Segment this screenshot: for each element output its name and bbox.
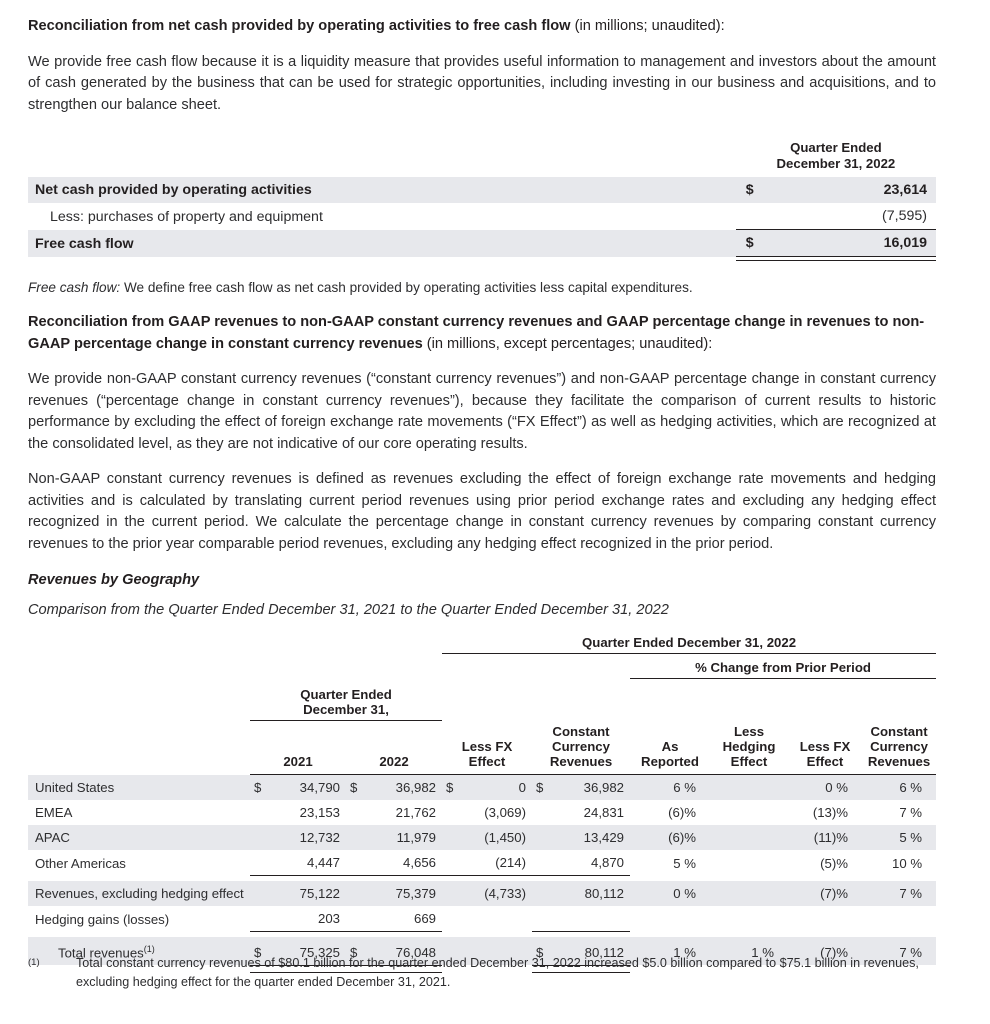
geo-ccr-apac: 13,429 bbox=[583, 830, 624, 845]
geo-less-hedging-total-revenues: 1 % bbox=[751, 945, 774, 961]
geo-cur2021-total-revenues: $ bbox=[254, 944, 262, 960]
geo-v2021-revenues-excluding-hedging: 75,122 bbox=[299, 886, 340, 901]
geo-as-reported-emea: (6)% bbox=[668, 805, 696, 820]
geo-label-total-revenues-text: Total revenues bbox=[58, 945, 144, 961]
row-label-net-cash: Net cash provided by operating activities bbox=[35, 182, 312, 198]
footnote-block bbox=[28, 954, 936, 991]
col-header-as-reported-line1: As bbox=[661, 739, 679, 754]
geo-pct-less-fx-hedging-gains-losses bbox=[788, 906, 862, 932]
geo-fx-revenues-excluding-hedging: (4,733) bbox=[484, 886, 526, 901]
spacer bbox=[28, 116, 936, 140]
geo-pct-ccr-apac: 5 % bbox=[899, 830, 923, 845]
geo-label-emea: EMEA bbox=[35, 805, 73, 820]
geo-v2022-other-americas: 4,656 bbox=[402, 855, 436, 870]
geo-pct-ccr-hedging-gains-losses bbox=[862, 906, 936, 932]
geo-curccr-total-revenues: $ bbox=[536, 944, 544, 960]
footnote-marker: (1) bbox=[143, 944, 155, 954]
geo-ccr-other-americas: 4,870 bbox=[590, 855, 624, 870]
geo-curfx-other-americas bbox=[442, 850, 460, 876]
geo-pct-less-fx-apac: (11)% bbox=[813, 830, 848, 845]
geo-pct-ccr-other-americas: 10 % bbox=[891, 855, 923, 871]
geo-as-reported-apac: (6)% bbox=[668, 830, 696, 845]
table-row bbox=[28, 850, 936, 876]
free-cash-flow-definition bbox=[28, 280, 936, 295]
geo-as-reported-other-americas: 5 % bbox=[673, 855, 696, 871]
geo-pct-ccr-united-states: 6 % bbox=[899, 780, 923, 795]
col-header-2022: 2022 bbox=[346, 720, 442, 775]
qe-header-line2: December 31, bbox=[303, 701, 389, 717]
table2-column-header-row bbox=[28, 720, 936, 775]
row-value-net-cash: 23,614 bbox=[883, 182, 927, 198]
col-header-less-fx-effect-line2: Effect bbox=[468, 754, 506, 769]
geo-cur2021-united-states: $ bbox=[254, 780, 262, 795]
section2-paragraph-1: We provide non-GAAP constant currency revenues (“constant currency revenues”) and non-GAAP percentage change in constant currency revenues (“percentage change in constant currency revenues”), because they facilitate the comparison of current results to historic performance by excluding the effect of foreign exchange rate movements (“FX Effect”) as well as hedging activities, which are recognized at the consolidated level, as they are not indicative of our core operating results. bbox=[28, 371, 936, 452]
section2-heading bbox=[28, 312, 936, 355]
col-header-less-hedging-line1: Less bbox=[733, 724, 765, 739]
geo-ccr-emea: 24,831 bbox=[583, 805, 624, 820]
geo-fx-apac: (1,450) bbox=[484, 830, 526, 845]
spacer bbox=[28, 261, 936, 280]
geo-cur2021-emea bbox=[250, 800, 270, 825]
spacer bbox=[28, 295, 936, 312]
free-cash-flow-table bbox=[28, 140, 936, 261]
col-header-2021: 2021 bbox=[250, 720, 346, 775]
geo-curccr-revenues-excluding-hedging bbox=[532, 881, 550, 906]
geo-v2022-united-states: 36,982 bbox=[395, 780, 436, 795]
geo-pct-less-fx-united-states: 0 % bbox=[825, 780, 848, 795]
geo-as-reported-united-states: 6 % bbox=[673, 780, 696, 795]
rule-spacer bbox=[28, 257, 736, 261]
footnote-mark: (1) bbox=[28, 957, 40, 968]
col-header-pct-ccr-line3: Revenues bbox=[867, 754, 931, 769]
table2-qe-header-row bbox=[28, 679, 936, 721]
col-header-pct-ccr-line2: Currency bbox=[870, 739, 928, 754]
revenues-by-geography-table bbox=[28, 635, 936, 973]
geo-ccr-united-states: 36,982 bbox=[583, 780, 624, 795]
geo-curfx-apac bbox=[442, 825, 460, 850]
geo-as-reported-total-revenues: 1 % bbox=[673, 945, 696, 961]
geo-curccr-other-americas bbox=[532, 850, 550, 876]
group-header-pct-change: % Change from Prior Period bbox=[630, 654, 936, 679]
geo-v2021-united-states: 34,790 bbox=[299, 780, 340, 795]
geo-fx-united-states: 0 bbox=[518, 780, 526, 795]
table-row bbox=[28, 800, 936, 825]
col-header-less-hedging-line3: Effect bbox=[730, 754, 768, 769]
geo-pct-less-fx-total-revenues: (7)% bbox=[820, 945, 848, 961]
col-header-pct-ccr-line1: Constant bbox=[870, 724, 928, 739]
geo-v2022-total-revenues: 76,048 bbox=[395, 944, 436, 960]
spacer bbox=[28, 355, 936, 369]
geo-less-hedging-apac bbox=[710, 825, 788, 850]
geo-v2021-apac: 12,732 bbox=[299, 830, 340, 845]
geo-less-hedging-other-americas bbox=[710, 850, 788, 876]
geo-curccr-united-states: $ bbox=[536, 780, 544, 795]
geo-curccr-hedging-gains-losses bbox=[532, 906, 550, 932]
geo-cur2022-apac bbox=[346, 825, 364, 850]
geo-label-hedging-gains-losses: Hedging gains (losses) bbox=[35, 911, 170, 927]
footnote-text: Total constant currency revenues of $80.1 billion for the quarter ended December 31, 2022 increased $5.0 billion compared to $75.1 billion in revenues, excluding hedging effect for the quarter ended December 31, 2021. bbox=[76, 956, 919, 989]
table1-total-double-rule bbox=[28, 257, 936, 261]
geo-pct-ccr-total-revenues: 7 % bbox=[899, 945, 923, 961]
geo-v2021-emea: 23,153 bbox=[299, 805, 340, 820]
rule-segment bbox=[774, 257, 936, 261]
geo-fx-emea: (3,069) bbox=[484, 805, 526, 820]
rule-segment bbox=[736, 257, 774, 261]
col-header-less-hedging-line2: Hedging bbox=[722, 739, 776, 754]
row-value-less-purchases: (7,595) bbox=[882, 208, 927, 224]
geo-less-hedging-emea bbox=[710, 800, 788, 825]
table1-period-header-line1: Quarter Ended bbox=[790, 140, 882, 155]
col-header-pct-less-fx-line1: Less FX bbox=[799, 739, 851, 754]
table-row bbox=[28, 230, 936, 257]
qe-header-spacer bbox=[28, 679, 250, 721]
geo-as-reported-revenues-excluding-hedging: 0 % bbox=[673, 886, 696, 901]
spacer bbox=[28, 455, 936, 469]
geo-curfx-revenues-excluding-hedging bbox=[442, 881, 460, 906]
section1-heading bbox=[28, 16, 936, 38]
table1-header-row bbox=[28, 140, 936, 177]
qe-header-line1: Quarter Ended bbox=[300, 686, 392, 702]
geo-v2021-other-americas: 4,447 bbox=[306, 855, 340, 870]
table2-pct-group-header-row bbox=[28, 654, 936, 679]
table1-period-header bbox=[736, 140, 936, 177]
geo-curccr-emea bbox=[532, 800, 550, 825]
col-header-blank bbox=[28, 720, 250, 775]
geo-fx-other-americas: (214) bbox=[495, 855, 526, 870]
col-header-ccr-line2: Currency bbox=[552, 739, 610, 754]
geo-label-united-states: United States bbox=[35, 780, 115, 795]
spacer bbox=[28, 618, 936, 635]
col-header-pct-less-fx-effect bbox=[788, 720, 862, 775]
col-header-less-hedging-effect bbox=[710, 720, 788, 775]
spacer bbox=[28, 555, 936, 572]
qe-header bbox=[250, 679, 442, 721]
geo-pct-ccr-emea: 7 % bbox=[899, 805, 923, 820]
geo-as-reported-hedging-gains-losses bbox=[630, 906, 710, 932]
geo-v2021-hedging-gains-losses: 203 bbox=[317, 911, 340, 926]
revenues-by-geography-subtitle: Comparison from the Quarter Ended December 31, 2021 to the Quarter Ended December 31, 2022 bbox=[28, 602, 669, 618]
geo-cur2021-other-americas bbox=[250, 850, 270, 876]
row-currency-less-purchases bbox=[736, 203, 774, 230]
geo-curfx-hedging-gains-losses bbox=[442, 906, 460, 932]
row-value-free-cash-flow: 16,019 bbox=[883, 235, 927, 251]
col-header-as-reported-line2: Reported bbox=[641, 754, 699, 769]
col-header-ccr-line3: Revenues bbox=[549, 754, 613, 769]
table-row bbox=[28, 906, 936, 932]
geo-pct-ccr-revenues-excluding-hedging: 7 % bbox=[899, 886, 923, 901]
geo-v2022-revenues-excluding-hedging: 75,379 bbox=[395, 886, 436, 901]
spacer bbox=[28, 38, 936, 52]
geo-v2021-total-revenues: 75,325 bbox=[299, 944, 340, 960]
row-currency-free-cash-flow: $ bbox=[745, 235, 754, 251]
section1-heading-rest: (in millions; unaudited): bbox=[570, 18, 725, 34]
row-currency-net-cash: $ bbox=[745, 182, 754, 198]
geo-pct-less-fx-revenues-excluding-hedging: (7)% bbox=[820, 886, 848, 901]
definition-term: Free cash flow: bbox=[28, 280, 121, 295]
row-label-less-purchases: Less: purchases of property and equipment bbox=[50, 208, 323, 225]
pct-group-header-spacer bbox=[28, 654, 630, 679]
geo-cur2022-other-americas bbox=[346, 850, 364, 876]
content-wrapper bbox=[28, 16, 936, 973]
geo-ccr-total-revenues: 80,112 bbox=[584, 944, 624, 960]
table2-group-header-row bbox=[28, 635, 936, 654]
row-label-free-cash-flow: Free cash flow bbox=[35, 235, 134, 252]
geo-less-hedging-revenues-excluding-hedging bbox=[710, 881, 788, 906]
table-row bbox=[28, 775, 936, 801]
geo-less-hedging-hedging-gains-losses bbox=[710, 906, 788, 932]
geo-cur2022-revenues-excluding-hedging bbox=[346, 881, 364, 906]
geo-curccr-apac bbox=[532, 825, 550, 850]
geo-cur2022-total-revenues: $ bbox=[350, 944, 358, 960]
geo-curfx-emea bbox=[442, 800, 460, 825]
section2-heading-bold: Reconciliation from GAAP revenues to non-GAAP constant currency revenues and GAAP percentage change in revenues to non-GAAP percentage change in constant currency revenues bbox=[28, 314, 925, 352]
geo-cur2021-apac bbox=[250, 825, 270, 850]
geo-fx-hedging-gains-losses bbox=[460, 906, 532, 932]
geo-label-other-americas: Other Americas bbox=[35, 855, 126, 871]
section1-heading-bold: Reconciliation from net cash provided by operating activities to free cash flow bbox=[28, 18, 571, 34]
col-header-constant-currency-revenues bbox=[532, 720, 630, 775]
geo-label-apac: APAC bbox=[35, 830, 70, 845]
table1-header-blank bbox=[28, 140, 736, 177]
col-header-as-reported bbox=[630, 720, 710, 775]
section2-paragraph-2: Non-GAAP constant currency revenues is defined as revenues excluding the effect of foreign exchange rate movements and hedging activities and is calculated by translating current period revenues using prior period exchange rates and excluding any hedging effect recognized in the current period. We calculate the percentage change in constant currency revenues by comparing constant currency revenues to the prior year comparable period revenues, excluding any hedging effect recognized in the prior period. bbox=[28, 471, 936, 552]
geo-pct-less-fx-other-americas: (5)% bbox=[820, 855, 848, 871]
geo-v2022-apac: 11,979 bbox=[396, 830, 436, 845]
section2-heading-rest: (in millions, except percentages; unaudited): bbox=[422, 335, 713, 352]
group-header-quarter-ended: Quarter Ended December 31, 2022 bbox=[442, 635, 936, 654]
table-row bbox=[28, 177, 936, 203]
geo-cur2021-hedging-gains-losses bbox=[250, 906, 270, 932]
col-header-pct-constant-currency-revenues bbox=[862, 720, 936, 775]
table-row bbox=[28, 203, 936, 230]
geo-v2022-emea: 21,762 bbox=[395, 805, 436, 820]
geo-cur2022-hedging-gains-losses bbox=[346, 906, 364, 932]
table-row bbox=[28, 825, 936, 850]
geo-pct-less-fx-emea: (13)% bbox=[812, 805, 848, 820]
col-header-less-fx-effect bbox=[442, 720, 532, 775]
qe-header-spacer-right bbox=[442, 679, 936, 721]
geo-cur2021-revenues-excluding-hedging bbox=[250, 881, 270, 906]
definition-text: We define free cash flow as net cash provided by operating activities less capital expenditures. bbox=[120, 280, 693, 295]
geo-ccr-hedging-gains-losses bbox=[550, 906, 630, 932]
table1-period-header-line2: December 31, 2022 bbox=[776, 155, 896, 171]
group-header-spacer bbox=[28, 635, 442, 654]
geo-ccr-revenues-excluding-hedging: 80,112 bbox=[584, 886, 624, 901]
geo-cur2022-united-states: $ bbox=[350, 780, 358, 795]
table-row bbox=[28, 881, 936, 906]
geo-curfx-united-states: $ bbox=[446, 780, 454, 795]
spacer bbox=[28, 588, 936, 602]
geo-cur2022-emea bbox=[346, 800, 364, 825]
col-header-less-fx-effect-line1: Less FX bbox=[461, 739, 513, 754]
revenues-by-geography-heading: Revenues by Geography bbox=[28, 572, 200, 588]
geo-less-hedging-united-states bbox=[710, 775, 788, 801]
col-header-pct-less-fx-line2: Effect bbox=[806, 754, 844, 769]
col-header-ccr-line1: Constant bbox=[552, 724, 610, 739]
geo-v2022-hedging-gains-losses: 669 bbox=[413, 911, 436, 926]
section1-paragraph: We provide free cash flow because it is a liquidity measure that provides useful information to management and investors about the amount of cash generated by the business that can be used for strategic opportunities, including investing in our business and acquisitions, and to strengthen our balance sheet. bbox=[28, 53, 936, 113]
geo-label-revenues-excluding-hedging: Revenues, excluding hedging effect bbox=[35, 886, 244, 901]
